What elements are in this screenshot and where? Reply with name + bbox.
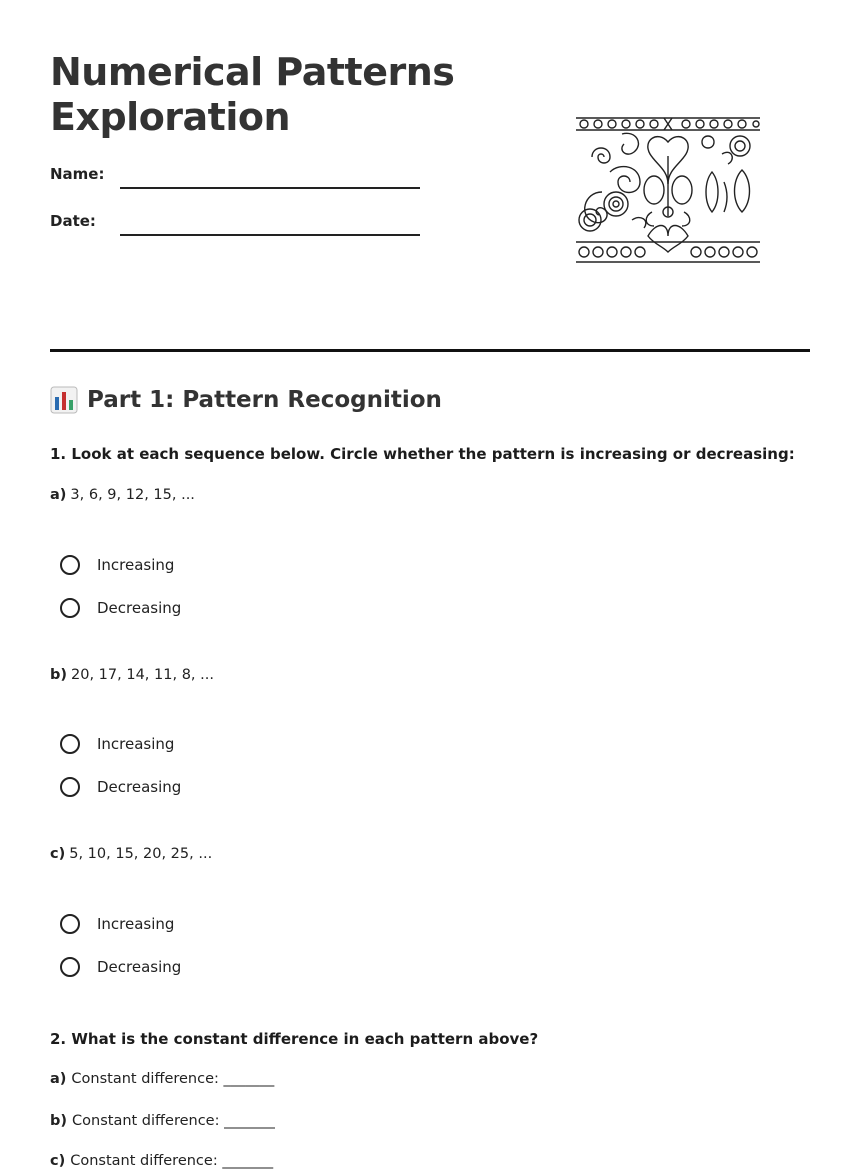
sequence-c [50,846,212,862]
radio-circle[interactable] [60,555,80,575]
name-label: Name: [50,165,105,183]
option-label: Decreasing [97,958,182,976]
sequence-b-values: 20, 17, 14, 11, 8, ... [71,667,214,683]
decorative-ornament-image [572,112,764,268]
answer-b-label: b) [50,1113,68,1129]
option-a-increasing[interactable] [60,555,174,575]
sequence-c-values: 5, 10, 15, 20, 25, ... [69,846,213,862]
answer-c-text: Constant difference: _______ [70,1153,274,1169]
answer-a-label: a) [50,1071,67,1087]
radio-circle[interactable] [60,957,80,977]
radio-circle[interactable] [60,734,80,754]
answer-b-text: Constant difference: _______ [72,1113,275,1129]
date-label: Date: [50,212,96,230]
question-2: 2. What is the constant difference in each pattern above? [50,1030,539,1048]
option-label: Increasing [97,556,175,574]
question-1: 1. Look at each sequence below. Circle whether the pattern is increasing or decreasing: [50,445,795,463]
section-divider [50,349,810,352]
center-palmette [644,137,692,252]
sequence-a [50,487,195,503]
radio-circle[interactable] [60,777,80,797]
bar-chart-icon [50,386,78,414]
sequence-b [50,667,214,683]
right-ornaments [702,136,750,212]
date-field[interactable] [120,234,420,236]
option-c-increasing[interactable] [60,914,174,934]
sequence-a-values: 3, 6, 9, 12, 15, ... [70,487,195,503]
answer-a [50,1071,274,1087]
top-scroll-border [576,118,760,130]
answer-b [50,1113,275,1129]
answer-c [50,1153,273,1169]
option-label: Increasing [97,735,175,753]
option-b-increasing[interactable] [60,734,174,754]
page-title: Numerical Patterns Exploration [50,50,455,139]
name-field[interactable] [120,187,420,189]
sequence-a-label: a) [50,487,67,503]
radio-circle[interactable] [60,598,80,618]
option-b-decreasing[interactable] [60,777,181,797]
part1-heading-text: Part 1: Pattern Recognition [87,387,442,413]
option-c-decreasing[interactable] [60,957,181,977]
radio-circle[interactable] [60,914,80,934]
answer-a-text: Constant difference: _______ [71,1071,275,1087]
option-label: Decreasing [97,599,182,617]
left-spirals [579,133,646,231]
sequence-b-label: b) [50,667,68,683]
option-a-decreasing[interactable] [60,598,181,618]
option-label: Decreasing [97,778,182,796]
part1-heading [50,386,442,414]
option-label: Increasing [97,915,175,933]
answer-c-label: c) [50,1153,66,1169]
sequence-c-label: c) [50,846,66,862]
